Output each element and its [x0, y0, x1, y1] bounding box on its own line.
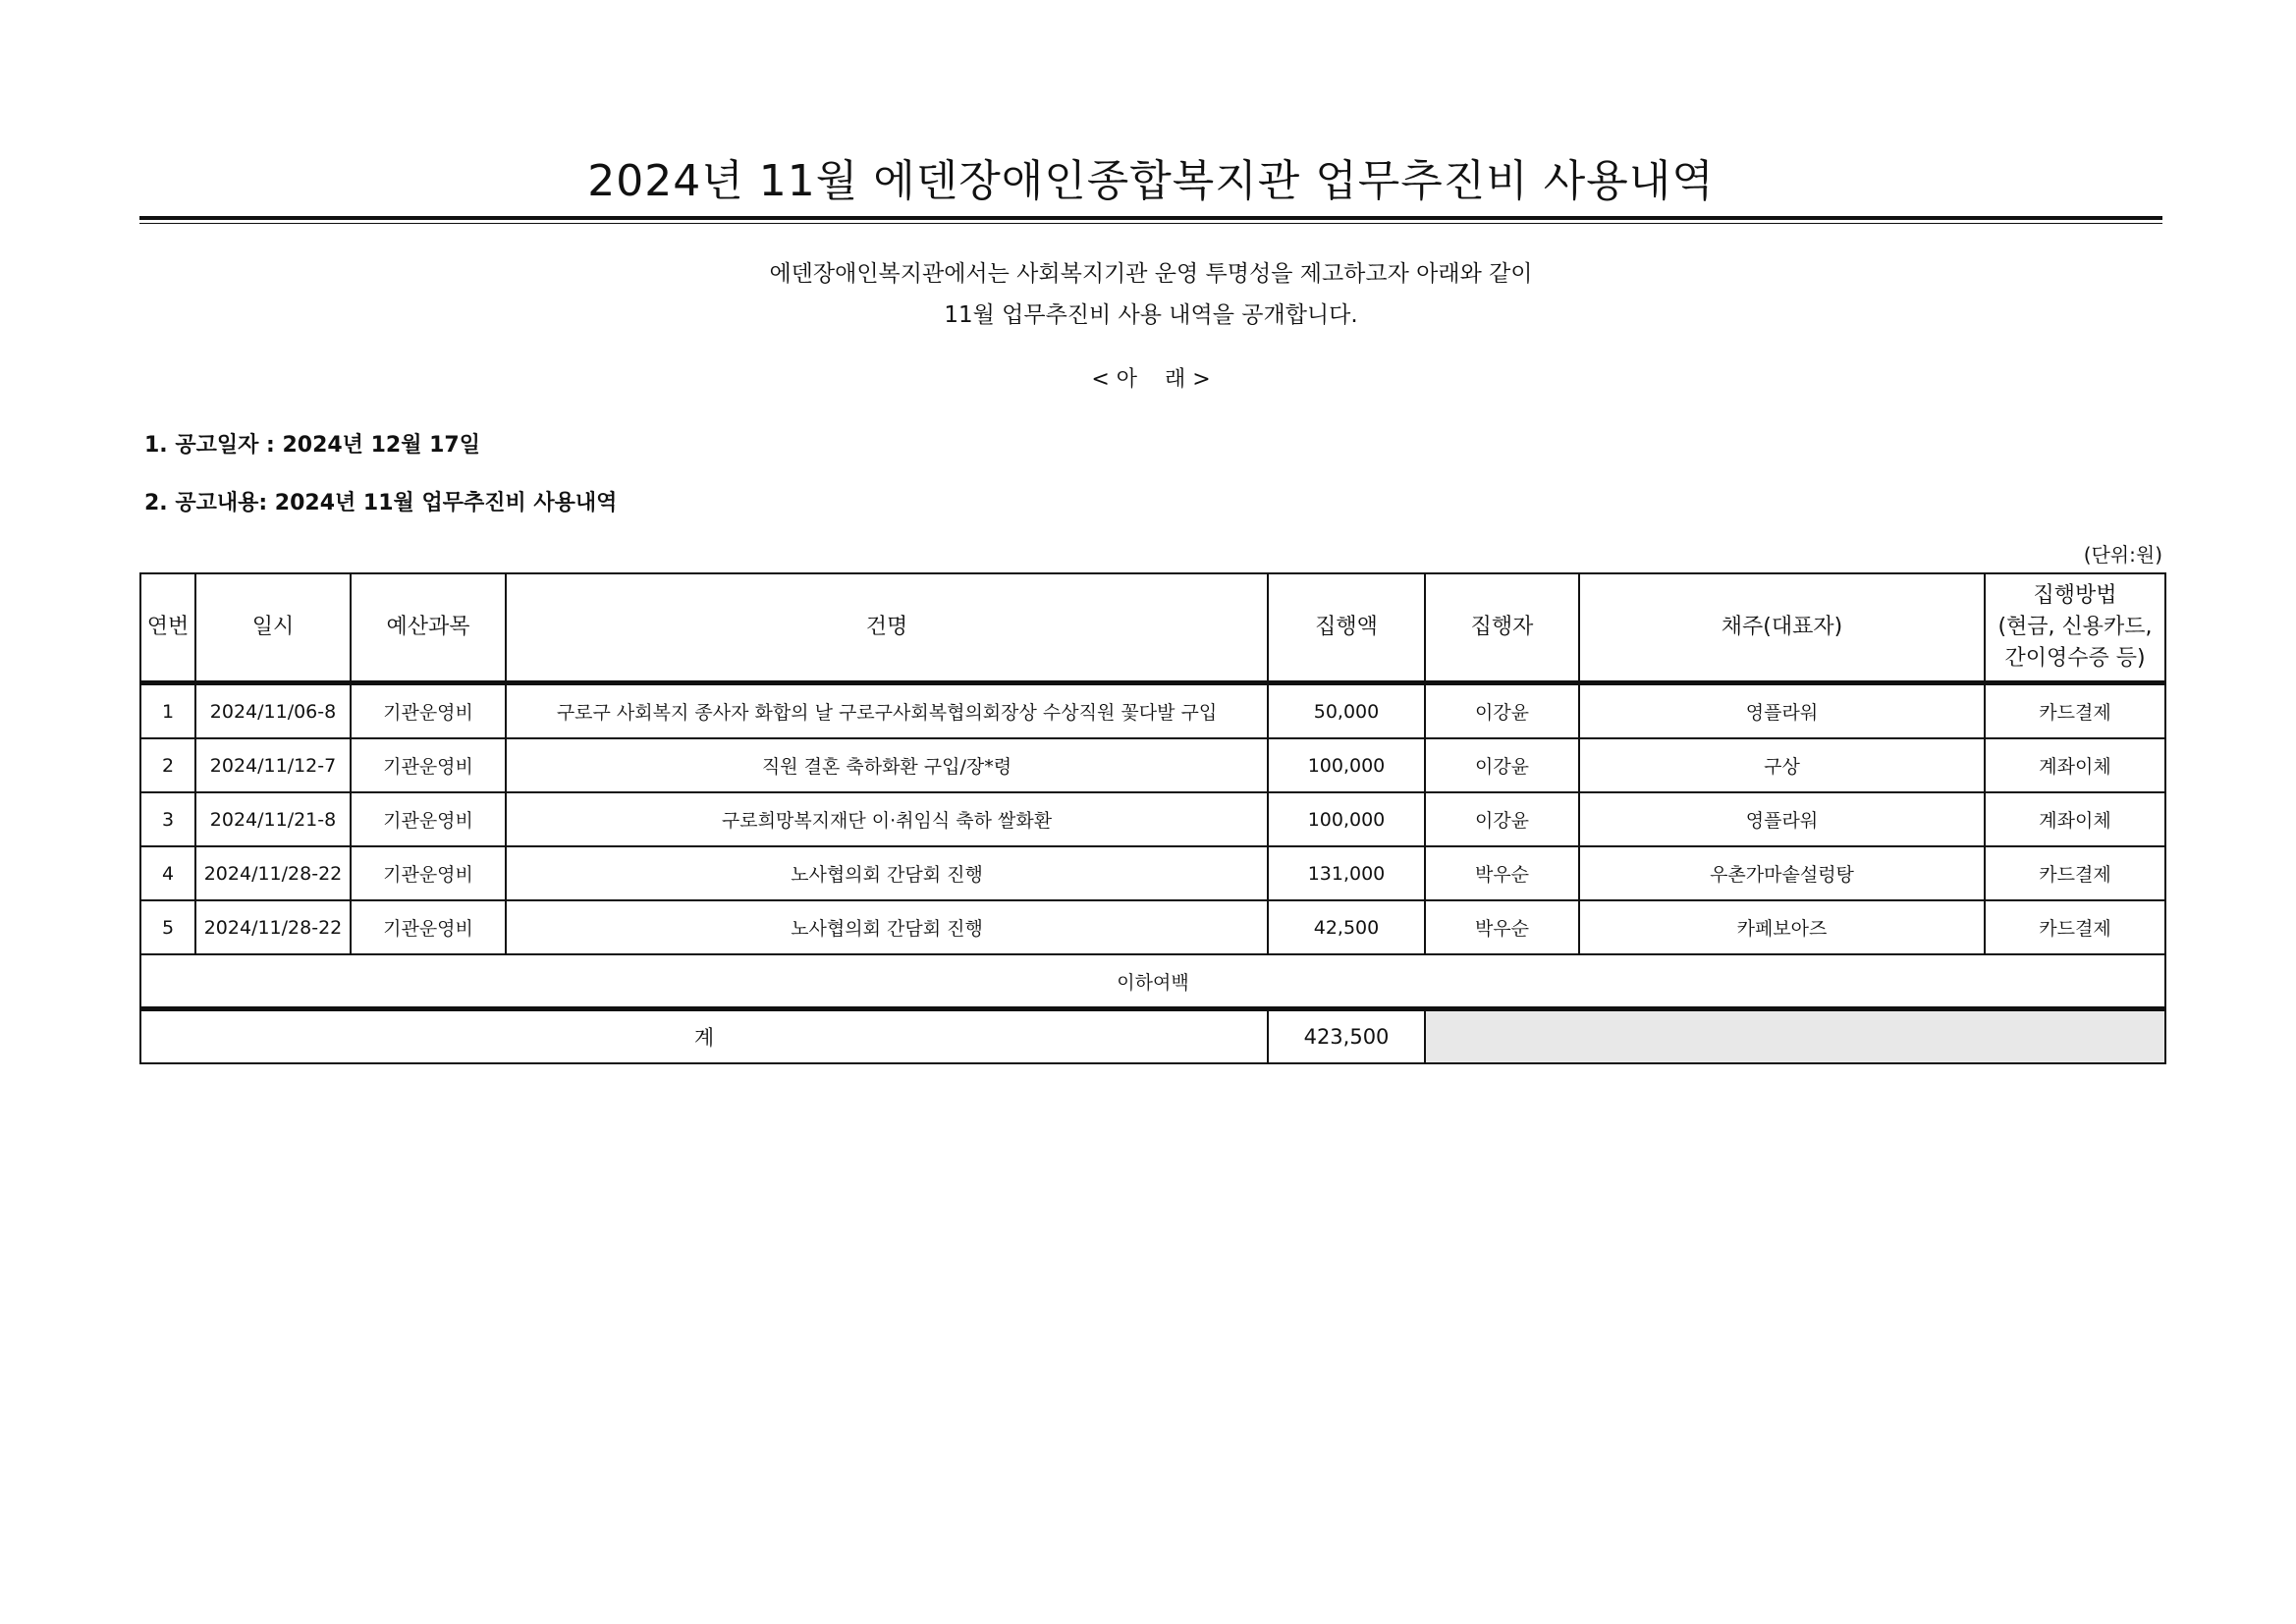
cell-amount: 42,500: [1268, 900, 1425, 954]
cell-no: 4: [140, 846, 195, 900]
cell-date: 2024/11/28-22: [195, 900, 351, 954]
document-title: 2024년 11월 에덴장애인종합복지관 업무추진비 사용내역: [587, 156, 1715, 206]
intro-line-2: 11월 업무추진비 사용 내역을 공개합니다.: [944, 302, 1358, 328]
header-executor: 집행자: [1425, 573, 1579, 683]
table-row: [140, 900, 2165, 954]
cell-no: 1: [140, 683, 195, 739]
table-row: [140, 846, 2165, 900]
cell-method: 계좌이체: [1985, 738, 2165, 792]
cell-budget-item: 기관운영비: [351, 683, 506, 739]
below-label: < 아 래 >: [1091, 367, 1211, 392]
table-row: [140, 792, 2165, 846]
cell-no: 5: [140, 900, 195, 954]
cell-budget-item: 기관운영비: [351, 900, 506, 954]
cell-payee: 우촌가마솥설렁탕: [1579, 846, 1985, 900]
cell-executor: 이강윤: [1425, 683, 1579, 739]
cell-method: 카드결제: [1985, 683, 2165, 739]
cell-purpose: 구로구 사회복지 종사자 화합의 날 구로구사회복협의회장상 수상직원 꽃다발 구입: [506, 683, 1268, 739]
cell-method: 카드결제: [1985, 900, 2165, 954]
intro-paragraph: [139, 253, 2162, 336]
cell-executor: 이강윤: [1425, 738, 1579, 792]
cell-payee: 영플라워: [1579, 792, 1985, 846]
cell-no: 2: [140, 738, 195, 792]
cell-date: 2024/11/28-22: [195, 846, 351, 900]
title-rule-thin: [139, 223, 2162, 224]
total-filler: [1425, 1009, 2165, 1064]
total-label: 계: [140, 1009, 1268, 1064]
cell-executor: 이강윤: [1425, 792, 1579, 846]
cell-executor: 박우순: [1425, 846, 1579, 900]
cell-date: 2024/11/06-8: [195, 683, 351, 739]
cell-budget-item: 기관운영비: [351, 792, 506, 846]
header-date: 일시: [195, 573, 351, 683]
blank-note: 이하여백: [140, 954, 2165, 1009]
cell-purpose: 구로희망복지재단 이·취임식 축하 쌀화환: [506, 792, 1268, 846]
total-row: [140, 1009, 2165, 1064]
header-method-line-3: 간이영수증 등): [2004, 646, 2146, 671]
title-rule-thick: [139, 216, 2162, 220]
total-amount: 423,500: [1268, 1009, 1425, 1064]
cell-payee: 영플라워: [1579, 683, 1985, 739]
cell-budget-item: 기관운영비: [351, 846, 506, 900]
cell-date: 2024/11/12-7: [195, 738, 351, 792]
header-method: [1985, 573, 2165, 683]
cell-payee: 카페보아즈: [1579, 900, 1985, 954]
blank-row: [140, 954, 2165, 1009]
notice-content: 2. 공고내용: 2024년 11월 업무추진비 사용내역: [144, 491, 618, 515]
cell-amount: 131,000: [1268, 846, 1425, 900]
cell-budget-item: 기관운영비: [351, 738, 506, 792]
header-budget-item: 예산과목: [351, 573, 506, 683]
cell-no: 3: [140, 792, 195, 846]
header-amount: 집행액: [1268, 573, 1425, 683]
notice-date: 1. 공고일자 : 2024년 12월 17일: [144, 433, 480, 458]
header-purpose: 건명: [506, 573, 1268, 683]
table-header-row: [140, 573, 2165, 683]
table-row: [140, 683, 2165, 739]
cell-executor: 박우순: [1425, 900, 1579, 954]
cell-amount: 100,000: [1268, 792, 1425, 846]
cell-purpose: 직원 결혼 축하화환 구입/장*령: [506, 738, 1268, 792]
cell-purpose: 노사협의회 간담회 진행: [506, 846, 1268, 900]
unit-label: (단위:원): [2083, 543, 2162, 567]
cell-method: 카드결제: [1985, 846, 2165, 900]
cell-amount: 50,000: [1268, 683, 1425, 739]
header-method-line-1: 집행방법: [2033, 583, 2117, 608]
cell-date: 2024/11/21-8: [195, 792, 351, 846]
cell-purpose: 노사협의회 간담회 진행: [506, 900, 1268, 954]
cell-payee: 구상: [1579, 738, 1985, 792]
intro-line-1: 에덴장애인복지관에서는 사회복지기관 운영 투명성을 제고하고자 아래와 같이: [769, 261, 1533, 287]
expense-table: [139, 572, 2166, 1064]
header-no: 연번: [140, 573, 195, 683]
header-method-line-2: (현금, 신용카드,: [1997, 615, 2153, 639]
cell-amount: 100,000: [1268, 738, 1425, 792]
table-row: [140, 738, 2165, 792]
header-payee: 채주(대표자): [1579, 573, 1985, 683]
cell-method: 계좌이체: [1985, 792, 2165, 846]
